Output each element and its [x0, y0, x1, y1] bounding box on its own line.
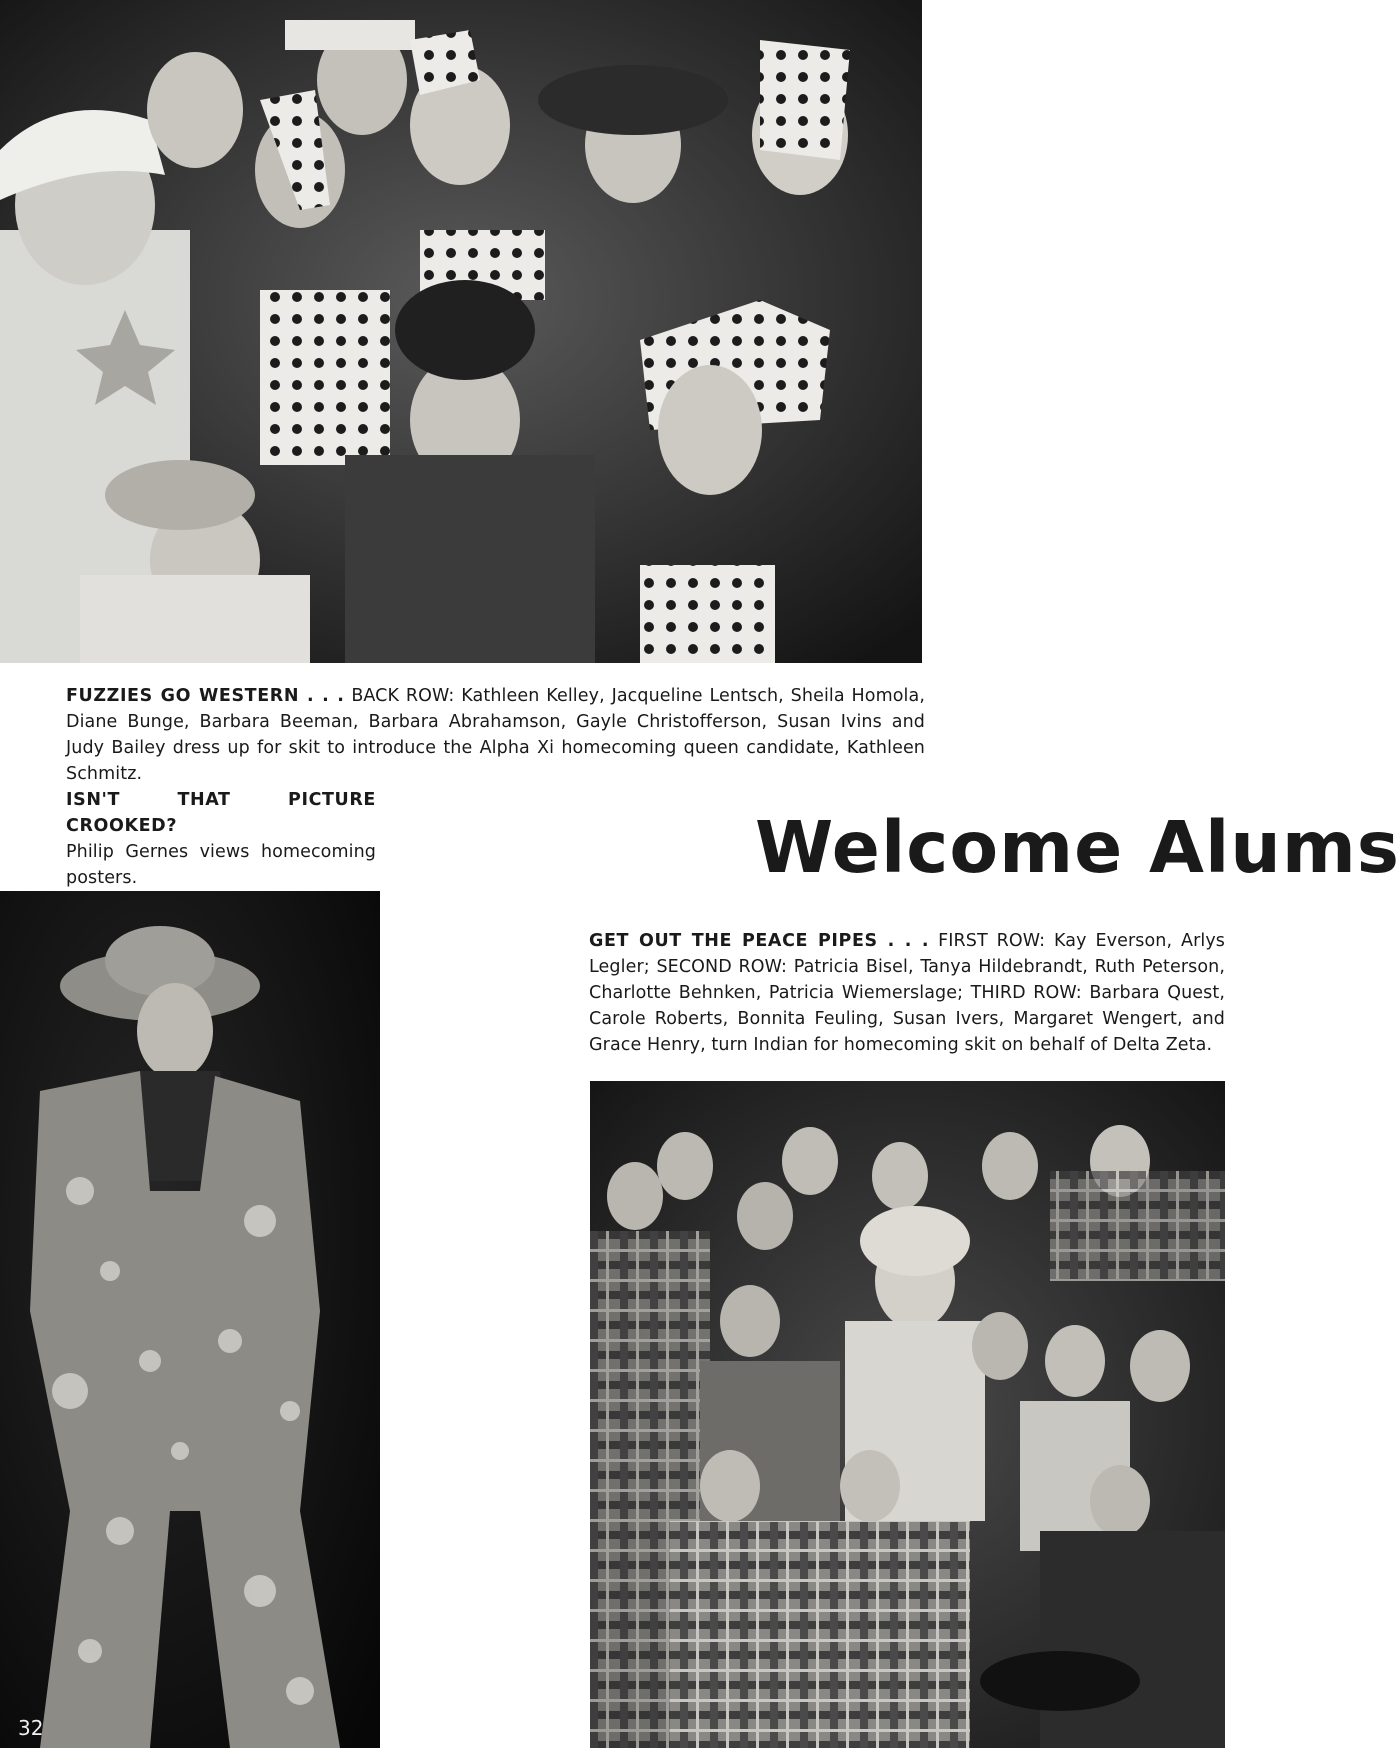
group-photo-icon — [0, 0, 922, 663]
caption-text: FIRST ROW: Kay Everson, Arlys Legler; SECOND ROW: Patricia Bisel, Tanya Hildebrandt, Ruth Peterson, Charlotte Behnken, Patricia Wiemerslage; THIRD ROW: Barbara Quest, Carole Roberts, Bonnita Feuling, Susan Ivers, Margaret Wengert, and Grace Henry, turn Indian for homecoming skit on behalf of Delta Zeta. — [589, 931, 1225, 1055]
caption-fuzzies-go-western — [66, 683, 925, 787]
page-title: Welcome Alums — [755, 806, 1400, 889]
photo-philip-gernes — [0, 891, 380, 1748]
caption-lead: FUZZIES GO WESTERN . . . — [66, 686, 345, 706]
page-number: 32 — [18, 1716, 44, 1740]
group-photo-icon — [590, 1081, 1225, 1748]
person-photo-icon — [0, 891, 380, 1748]
caption-text: Philip Gernes views homecoming posters. — [66, 842, 376, 888]
caption-picture-crooked — [66, 787, 376, 891]
caption-text: BACK ROW: Kathleen Kelley, Jacqueline Lentsch, Sheila Homola, Diane Bunge, Barbara Beeman, Barbara Abrahamson, Gayle Christofferson, Susan Ivins and Judy Bailey dress up for skit to introduce the Alpha Xi homecoming queen candidate, Kathleen Schmitz. — [66, 686, 925, 784]
photo-fuzzies-go-western — [0, 0, 922, 663]
photo-peace-pipes — [590, 1081, 1225, 1748]
caption-lead: ISN'T THAT PICTURE CROOKED? — [66, 790, 376, 836]
caption-lead: GET OUT THE PEACE PIPES . . . — [589, 931, 930, 951]
caption-peace-pipes — [589, 928, 1225, 1058]
